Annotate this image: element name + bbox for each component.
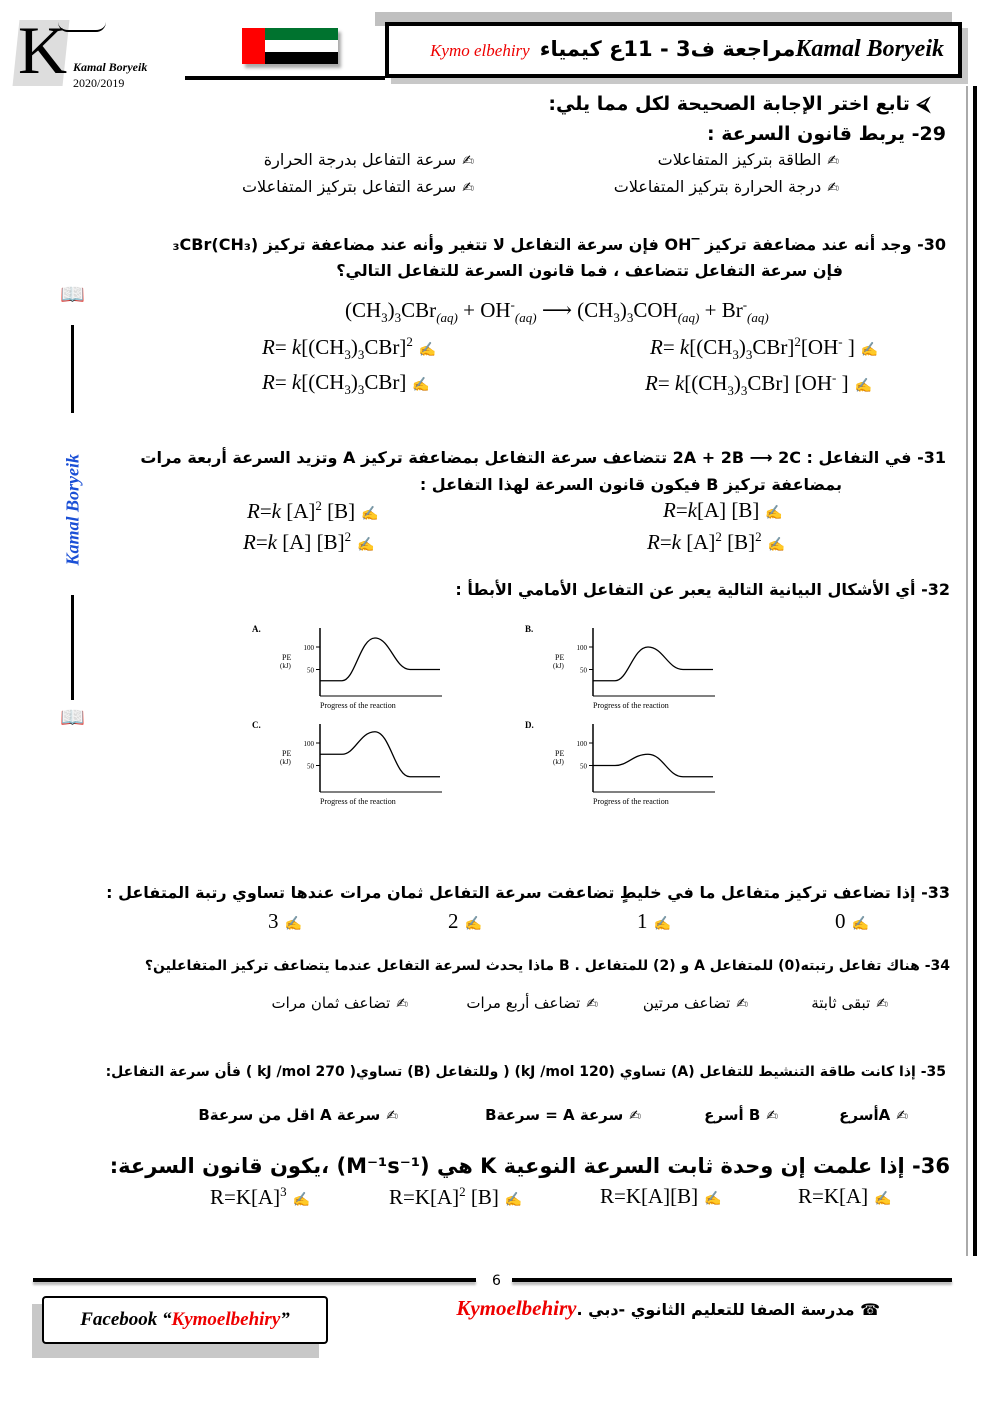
school-name: ☎ مدرسة الصفا للتعليم الثانوي -دبي . <box>576 1300 880 1319</box>
math-fragment: R=K[A] <box>210 1185 281 1209</box>
pencil-icon: ✍ <box>766 1108 778 1124</box>
facebook-banner <box>42 1296 328 1344</box>
y-tick-label: 50 <box>307 666 314 675</box>
math-fragment: - <box>832 370 837 385</box>
q30-option[interactable] <box>650 334 884 363</box>
math-fragment: + Br <box>699 298 743 322</box>
math-fragment: CBr] <box>364 370 407 394</box>
math-fragment: = <box>675 498 688 522</box>
math-fragment: [(CH <box>301 335 345 359</box>
pencil-icon: ✍ <box>653 917 671 932</box>
q30-stem-line2: فإن سرعة التفاعل تتضاعف ، فما قانون السرعة للتفاعل التالي؟ <box>336 261 843 280</box>
pencil-icon: ✍ <box>896 1108 908 1124</box>
pencil-icon: ✍ <box>876 996 888 1012</box>
author-name: Kamal Boryeik <box>73 60 148 74</box>
math-fragment: [A] <box>681 530 716 554</box>
graph-label: A. <box>252 624 261 634</box>
math-fragment: k <box>267 530 277 554</box>
pencil-icon: ✍ <box>396 996 408 1012</box>
pencil-icon: ✍ <box>412 378 430 393</box>
y-tick-label: 50 <box>307 762 314 771</box>
facebook-name[interactable]: Kymoelbehiry <box>171 1309 281 1330</box>
math-fragment: - <box>742 297 748 312</box>
pencil-icon: ✍ <box>418 343 437 358</box>
q31-option[interactable] <box>247 498 385 524</box>
open-book-icon: 📖 <box>60 282 85 306</box>
y-axis-unit: (kJ) <box>280 662 291 670</box>
math-fragment: CBr] <box>364 335 407 359</box>
math-fragment: ) <box>738 335 746 359</box>
q30-option[interactable] <box>262 334 442 363</box>
math-fragment: [B] <box>721 530 756 554</box>
math-fragment: = <box>255 530 268 554</box>
pencil-icon: ✍ <box>462 180 474 196</box>
q30-equation <box>345 297 769 326</box>
math-fragment: 3 <box>344 347 351 363</box>
q29-option[interactable] <box>658 150 845 169</box>
q29-option[interactable] <box>264 150 480 169</box>
math-fragment: 2 <box>794 334 801 349</box>
q36-option[interactable] <box>389 1184 528 1210</box>
q31-option[interactable] <box>647 529 791 555</box>
q36-option[interactable] <box>210 1184 316 1210</box>
math-fragment: = <box>259 499 272 523</box>
y-axis-label: PE <box>282 653 292 662</box>
math-fragment: R <box>243 530 256 554</box>
pencil-icon: ✍ <box>586 996 598 1012</box>
q34-option[interactable] <box>643 994 754 1012</box>
math-fragment: 3 <box>357 347 365 363</box>
math-fragment: = <box>657 371 675 395</box>
title-main: مراجعة ف3 - 11ع كيمياء <box>539 37 796 61</box>
math-fragment: ) <box>733 371 741 395</box>
q30-stem: 30- وجد أنه عند مضاعفة تركيز ‾OH فإن سرعة التفاعل لا تتغير وأنه عند مضاعفة تركيز (CH₃)₃CBr <box>172 235 946 254</box>
math-fragment: - <box>838 334 843 349</box>
math-fragment: (aq) <box>514 310 537 326</box>
pencil-icon: ✍ <box>504 1193 523 1208</box>
q32-stem: 32- أي الأشكال البيانية التالية يعبر عن التفاعل الأمامي الأبطأ : <box>455 580 950 599</box>
footer-line-right <box>512 1278 952 1282</box>
math-fragment: 3 <box>381 310 388 326</box>
q30-option[interactable] <box>645 370 878 399</box>
q30-option[interactable] <box>262 370 436 398</box>
math-fragment: 2 <box>344 529 352 544</box>
math-fragment: k <box>679 335 690 359</box>
pencil-icon: ✍ <box>827 153 839 169</box>
sidebar-vertical-text: Kamal Boryeik <box>62 454 83 566</box>
math-fragment: CBr <box>401 298 437 322</box>
q33-option[interactable] <box>268 909 308 934</box>
math-fragment: [A] [B] <box>697 498 760 522</box>
math-fragment: R=K[A][B] <box>600 1184 699 1208</box>
footer-line-left <box>33 1278 476 1282</box>
title-signature: Kymo elbehiry <box>430 41 530 60</box>
math-fragment: k <box>271 499 281 523</box>
graph-label: C. <box>252 720 261 730</box>
title-box <box>385 22 962 78</box>
math-fragment: [(CH <box>689 335 733 359</box>
math-fragment: R=K[A] <box>389 1185 460 1209</box>
math-fragment: ⟶ (CH <box>536 298 614 322</box>
q31-stem: 31- في التفاعل : 2A + 2B ⟶ 2C تتضاعف سرعة التفاعل بمضاعفة تركيز A وتزيد السرعة أربعة مرات <box>140 448 946 467</box>
q36-stem: 36- إذا علمت إن وحدة ثابت السرعة النوعية K هي (M⁻¹s⁻¹) ،يكون قانون السرعة: <box>109 1154 950 1178</box>
math-fragment: k <box>671 530 681 554</box>
math-fragment: 2 <box>755 529 762 544</box>
math-fragment: R <box>650 335 663 359</box>
energy-graph <box>523 718 723 808</box>
q29-option[interactable] <box>614 177 845 196</box>
title-author: Kamal Boryeik <box>795 36 944 62</box>
option-text: 2 <box>448 909 459 933</box>
option-text: سرعة التفاعل بدرجة الحرارة <box>263 150 457 169</box>
math-fragment: [B] <box>465 1185 499 1209</box>
pencil-icon: ✍ <box>827 180 839 196</box>
math-fragment: = <box>274 370 292 394</box>
energy-curve <box>320 732 440 777</box>
uae-flag <box>242 28 338 64</box>
math-fragment: R <box>663 498 676 522</box>
option-text: تبقى ثابتة <box>811 994 871 1012</box>
page-number: 6 <box>492 1273 501 1289</box>
q31-stem-line2: بمضاعفة تركيز B فيكون قانون السرعة لهذا التفاعل : <box>419 475 842 494</box>
q36-option[interactable] <box>798 1184 898 1209</box>
math-fragment: 3 <box>626 310 634 326</box>
option-text <box>650 334 855 363</box>
math-fragment: ] <box>842 335 855 359</box>
q34-option[interactable] <box>811 994 894 1012</box>
option-text: سرعة A = سرعةB <box>485 1106 624 1124</box>
q33-stem: 33- إذا تضاعف تركيز متفاعل ما في خليطٍ تضاعفت سرعة التفاعل ثمان مرات عندها تساوي رتبة المتفاعل : <box>106 883 950 902</box>
math-fragment: R <box>262 335 275 359</box>
math-fragment: (CH <box>345 298 382 322</box>
sidebar-line <box>71 595 74 700</box>
option-text: درجة الحرارة بتركيز المتفاعلات <box>613 177 822 196</box>
math-fragment: [(CH <box>684 371 728 395</box>
x-axis-label: Progress of the reaction <box>320 701 396 710</box>
y-axis-label: PE <box>555 653 565 662</box>
option-text: تضاعف ثمان مرات <box>271 994 391 1012</box>
math-fragment: [A] [B] <box>277 530 345 554</box>
math-fragment: 3 <box>344 382 351 398</box>
option-text: 1 <box>637 909 648 933</box>
logo-calligraphy <box>58 22 106 32</box>
x-axis-label: Progress of the reaction <box>593 797 669 806</box>
y-tick-label: 50 <box>580 666 587 675</box>
option-text: تضاعف أربع مرات <box>466 994 581 1012</box>
page-title <box>430 36 944 63</box>
right-border-shadow <box>966 86 968 1256</box>
right-border <box>973 86 977 1256</box>
y-tick-label: 50 <box>580 762 587 771</box>
option-text <box>663 498 759 522</box>
math-fragment: + OH <box>457 298 511 322</box>
q31-option[interactable] <box>663 498 789 523</box>
option-text <box>645 370 849 399</box>
math-fragment: CBr] [OH <box>747 371 832 395</box>
math-fragment: - <box>510 297 515 312</box>
graph-label: D. <box>525 720 534 730</box>
math-fragment: (aq) <box>677 310 700 326</box>
math-fragment: 2 <box>406 334 413 349</box>
math-fragment: 3 <box>732 347 739 363</box>
option-text <box>210 1185 287 1209</box>
pencil-icon: ✍ <box>361 507 379 522</box>
math-fragment: R <box>247 499 260 523</box>
q34-option[interactable] <box>271 994 414 1012</box>
q35-option[interactable] <box>704 1106 784 1124</box>
q35-option[interactable] <box>485 1106 647 1124</box>
math-fragment: 3 <box>357 382 365 398</box>
school-year: 2020/2019 <box>73 76 125 90</box>
pencil-icon: ✍ <box>386 1108 398 1124</box>
q33-option[interactable] <box>835 909 875 934</box>
q35-option[interactable] <box>198 1106 404 1124</box>
pencil-icon: ✍ <box>765 506 783 521</box>
y-axis-label: PE <box>282 749 292 758</box>
logo-letter: K <box>18 12 68 88</box>
option-text <box>600 1184 698 1208</box>
energy-graph <box>250 718 450 808</box>
y-axis-unit: (kJ) <box>280 758 291 766</box>
energy-curve <box>593 647 713 681</box>
option-text: B أسرع <box>704 1106 761 1124</box>
pencil-icon: ✍ <box>736 996 748 1012</box>
q34-stem: 34- هناك تفاعل رتبته(0) للمتفاعل A و (2) للمتفاعل . B ماذا يحدث لسرعة التفاعل عندما يتضاعف تركيز المتفاعلين؟ <box>144 958 950 974</box>
energy-curve <box>593 754 713 777</box>
math-fragment: k <box>291 370 302 394</box>
option-text: سرعة التفاعل بتركيز المتفاعلات <box>241 177 457 196</box>
math-fragment: = <box>274 335 292 359</box>
option-text: 0 <box>835 909 846 933</box>
math-fragment: CBr] <box>752 335 795 359</box>
math-fragment: [(CH <box>301 370 345 394</box>
option-text <box>243 530 351 554</box>
y-tick-label: 100 <box>303 644 314 652</box>
option-text <box>798 1184 868 1208</box>
math-fragment: 3 <box>745 347 753 363</box>
math-fragment: k <box>291 335 302 359</box>
header-divider <box>185 76 385 80</box>
pencil-icon: ✍ <box>767 538 786 553</box>
school-signature: Kymoelbehiry <box>456 1296 577 1320</box>
math-fragment: [A] <box>281 499 316 523</box>
math-fragment: [OH <box>800 335 839 359</box>
math-fragment: (aq) <box>747 310 769 326</box>
option-text: تضاعف مرتين <box>642 994 731 1012</box>
pencil-icon: ✍ <box>704 1192 722 1207</box>
pencil-icon: ✍ <box>292 1193 311 1208</box>
facebook-label: Facebook “ <box>80 1309 172 1330</box>
math-fragment: ] <box>836 371 849 395</box>
pencil-icon: ✍ <box>464 917 482 932</box>
option-text <box>647 530 762 554</box>
q29-option[interactable] <box>242 177 480 196</box>
math-fragment: R=K[A] <box>798 1184 869 1208</box>
q33-option[interactable] <box>448 909 488 934</box>
pencil-icon: ✍ <box>874 1192 892 1207</box>
school-line <box>456 1296 880 1321</box>
y-tick-label: 100 <box>576 740 587 748</box>
option-text: 3 <box>268 909 279 933</box>
pencil-icon: ✍ <box>860 343 879 358</box>
math-fragment: 3 <box>727 383 734 399</box>
q31-option[interactable] <box>243 529 381 555</box>
y-axis-unit: (kJ) <box>553 662 564 670</box>
q35-stem: 35- إذا كانت طاقة التنشيط للتفاعل (A) تساوي (120 kJ /mol) ( وللتفاعل (B) تساوي( 270 kJ /mol ) فأن سرعة التفاعل: <box>105 1064 946 1080</box>
math-fragment: k <box>687 498 697 522</box>
math-fragment: 3 <box>280 1184 287 1199</box>
x-axis-label: Progress of the reaction <box>320 797 396 806</box>
option-text <box>247 499 355 523</box>
option-text <box>262 370 407 398</box>
q34-option[interactable] <box>466 994 604 1012</box>
math-fragment: = <box>662 335 680 359</box>
math-fragment: R <box>645 371 658 395</box>
math-fragment: R <box>647 530 660 554</box>
math-fragment: R <box>262 370 275 394</box>
energy-curve <box>320 638 440 681</box>
option-text: الطاقة بتركيز المتفاعلات <box>657 150 822 169</box>
graph-label: B. <box>525 624 534 634</box>
energy-graph <box>250 622 450 712</box>
y-axis-label: PE <box>555 749 565 758</box>
math-fragment: (aq) <box>436 310 458 326</box>
q33-option[interactable] <box>637 909 677 934</box>
pencil-icon: ✍ <box>854 379 873 394</box>
y-tick-label: 100 <box>576 644 587 652</box>
option-text <box>389 1185 499 1209</box>
math-fragment: ) <box>619 298 627 322</box>
pencil-icon: ✍ <box>357 538 375 553</box>
sidebar-line <box>71 325 74 413</box>
y-axis-unit: (kJ) <box>553 758 564 766</box>
math-fragment: 3 <box>613 310 620 326</box>
pencil-icon: ✍ <box>284 917 302 932</box>
math-fragment: ) <box>387 298 395 322</box>
math-fragment: 3 <box>394 310 402 326</box>
math-fragment: ) <box>350 335 358 359</box>
open-book-icon: 📖 <box>60 705 85 729</box>
q36-option[interactable] <box>600 1184 728 1209</box>
math-fragment: = <box>659 530 672 554</box>
math-fragment: 3 <box>740 383 748 399</box>
pencil-icon: ✍ <box>851 917 869 932</box>
math-fragment: 2 <box>715 529 722 544</box>
math-fragment: k <box>674 371 685 395</box>
pencil-icon: ✍ <box>629 1108 641 1124</box>
facebook-quote: ” <box>280 1309 290 1330</box>
math-fragment: 2 <box>315 498 322 513</box>
energy-graph <box>523 622 723 712</box>
q29-stem: 29- يربط قانون السرعة : <box>707 123 946 145</box>
option-text: سرعة A اقل من سرعةB <box>198 1106 381 1124</box>
math-fragment: COH <box>633 298 678 322</box>
option-text <box>262 334 413 363</box>
y-tick-label: 100 <box>303 740 314 748</box>
q35-option[interactable] <box>839 1106 914 1124</box>
x-axis-label: Progress of the reaction <box>593 701 669 710</box>
instruction-heading: ⮘ تابع اختر الإجابة الصحيحة لكل مما يلي: <box>548 93 930 115</box>
option-text: Aأسرع <box>839 1106 891 1124</box>
math-fragment: 2 <box>459 1184 466 1199</box>
math-fragment: [B] <box>321 499 356 523</box>
pencil-icon: ✍ <box>462 153 474 169</box>
math-fragment: ) <box>350 370 358 394</box>
